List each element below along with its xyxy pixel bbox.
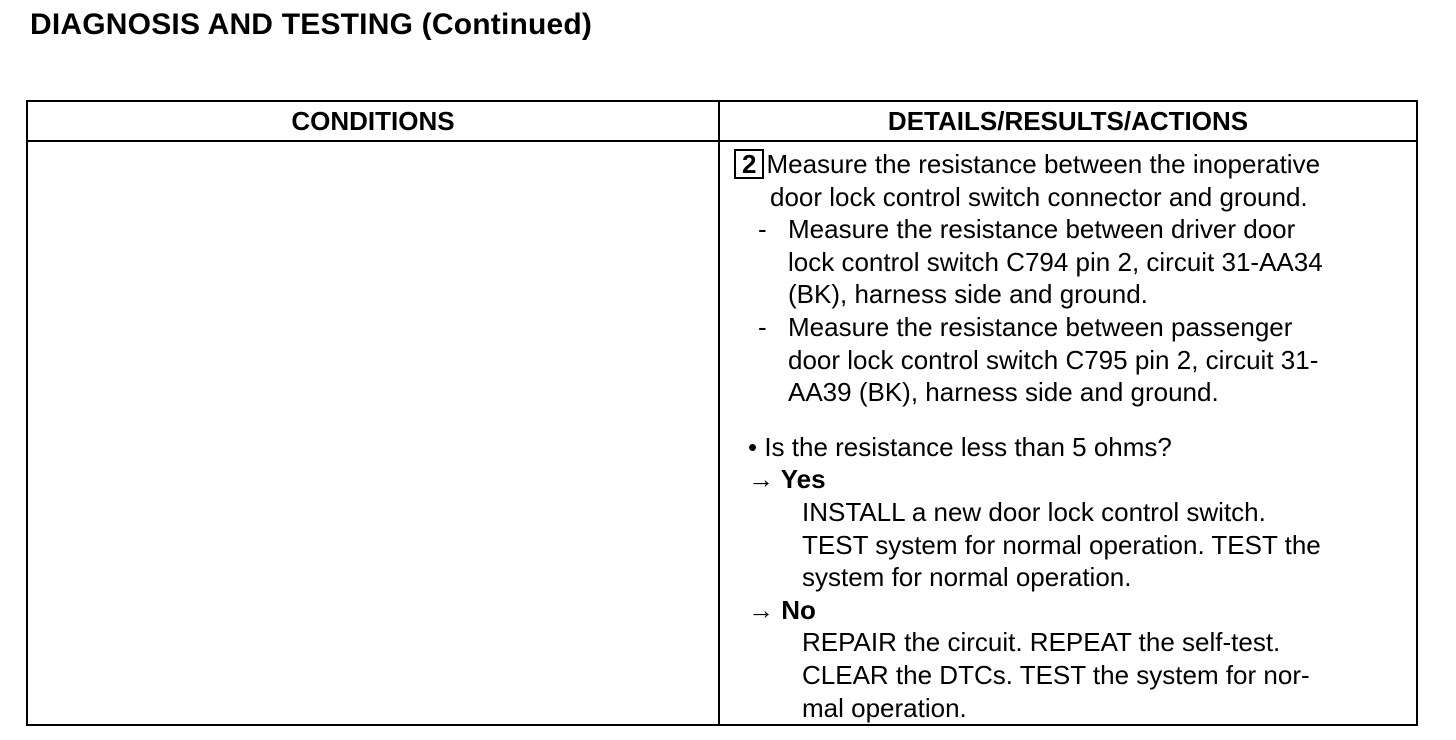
substep-1-line-3: (BK), harness side and ground. [788,279,1148,310]
yes-action-line-1: INSTALL a new door lock control switch. [802,496,1266,527]
question-line: • Is the resistance less than 5 ohms? [748,431,1172,462]
spacer [734,409,1414,431]
details-cell [734,148,1414,724]
diagnosis-table [26,100,1418,726]
page-title: DIAGNOSIS AND TESTING (Continued) [30,8,593,41]
substep-2-line-1 [734,311,1414,344]
yes-action-line-2: TEST system for normal operation. TEST the [802,529,1321,560]
substep-1-text-1: Measure the resistance between driver door [788,214,1296,245]
column-divider [718,102,720,724]
conditions-header: CONDITIONS [291,106,455,136]
step-title-line-2: door lock control switch connector and ground. [770,181,1308,212]
substep-1-line-1 [734,213,1414,246]
yes-label: → Yes [748,464,826,495]
substep-2-text-1: Measure the resistance between passenger [788,311,1293,342]
substep-2-dash: - [758,311,767,342]
no-action-line-3: mal operation. [802,692,967,723]
substep-1-dash: - [758,214,767,245]
step-title-line-1 [734,148,1414,181]
details-header: DETAILS/RESULTS/ACTIONS [887,106,1249,136]
no-label: → No [748,594,816,625]
step-number-badge: 2 [734,149,764,179]
table-header-row [28,102,1416,142]
step-title-text-1: Measure the resistance between the inoperative [766,149,1321,179]
substep-2-line-2: door lock control switch C795 pin 2, circuit 31- [788,344,1319,375]
no-action-line-2: CLEAR the DTCs. TEST the system for nor- [802,659,1310,690]
substep-2-line-3: AA39 (BK), harness side and ground. [788,377,1219,408]
substep-1-line-2: lock control switch C794 pin 2, circuit 31-AA34 [788,246,1323,277]
yes-action-line-3: system for normal operation. [802,562,1132,593]
no-action-line-1: REPAIR the circuit. REPEAT the self-test. [802,627,1281,658]
